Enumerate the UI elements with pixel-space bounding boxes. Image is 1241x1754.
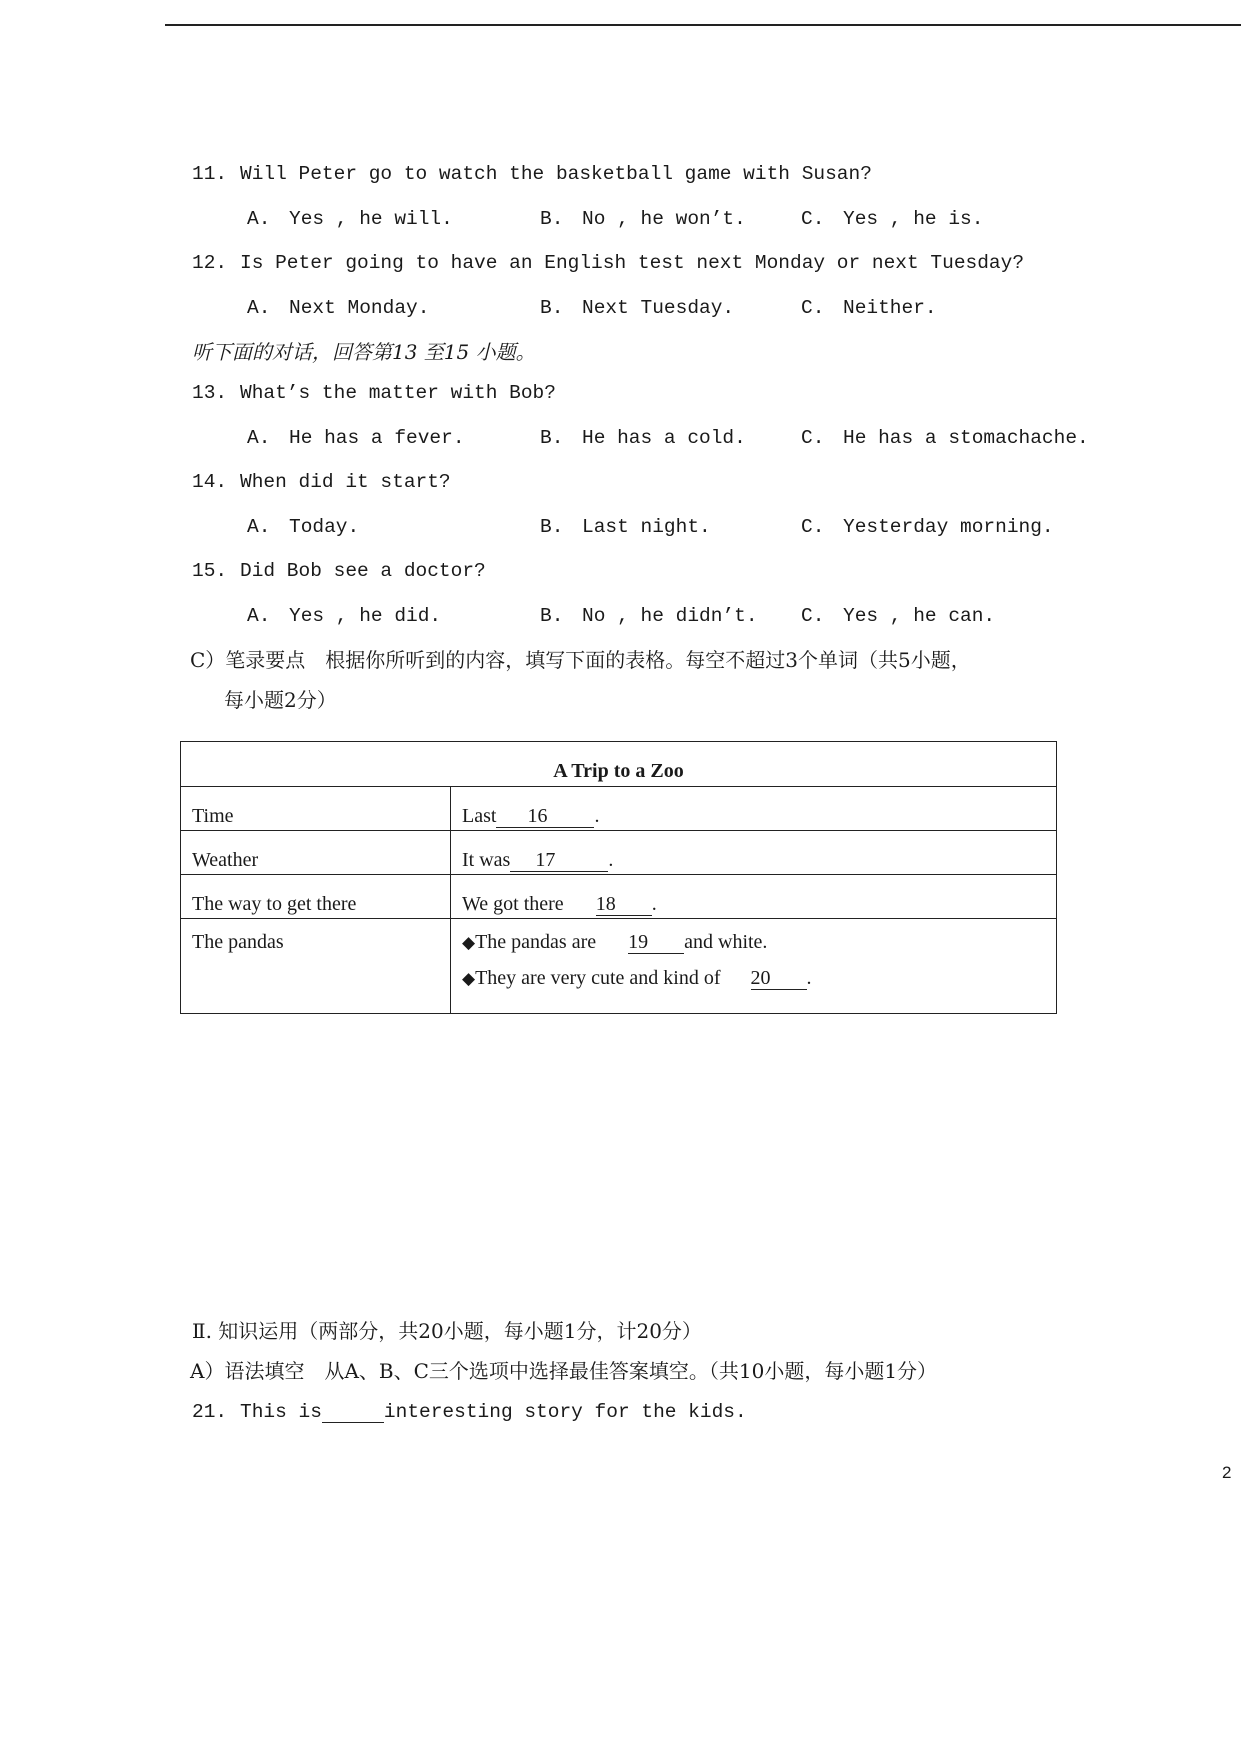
option-14c[interactable]: C. Yesterday morning. [801, 516, 1054, 538]
question-text: Will Peter go to watch the basketball game with Susan? [240, 163, 872, 185]
option-11b[interactable]: B. No , he won’t. [540, 208, 746, 230]
option-11a[interactable]: A. Yes , he will. [247, 208, 453, 230]
option-12c[interactable]: C. Neither. [801, 297, 937, 319]
question-number: 15. [192, 560, 228, 582]
option-13b[interactable]: B. He has a cold. [540, 427, 746, 449]
row-label: Weather [181, 831, 451, 875]
option-12a[interactable]: A. Next Monday. [247, 297, 430, 319]
row-label: The pandas [181, 919, 451, 1014]
question-15 [192, 560, 486, 582]
zoo-trip-table [180, 741, 1057, 1014]
question-text: What’s the matter with Bob? [240, 382, 556, 404]
row-label: Time [181, 787, 451, 831]
table-row [181, 875, 1057, 919]
question-11 [192, 163, 872, 185]
instruction-13-15: 听下面的对话，回答第13 至15 小题。 [192, 340, 536, 364]
row-label: The way to get there [181, 875, 451, 919]
question-text: When did it start? [240, 471, 451, 493]
question-number: 12. [192, 252, 228, 274]
question-14 [192, 471, 451, 493]
question-21: 21. This is interesting story for the kids. [192, 1401, 747, 1423]
row-content: Last 16 . [451, 787, 1057, 831]
page-number: 2 [1222, 1463, 1232, 1482]
row-content: It was 17 . [451, 831, 1057, 875]
bullet-icon: ◆ [462, 969, 476, 989]
bullet-icon: ◆ [462, 933, 476, 953]
option-13a[interactable]: A. He has a fever. [247, 427, 465, 449]
question-text: Did Bob see a doctor? [240, 560, 486, 582]
blank-20[interactable]: 20 [751, 968, 807, 990]
blank-19[interactable]: 19 [628, 932, 684, 954]
blank-21[interactable] [322, 1402, 384, 1423]
pandas-line-1: ◆The pandas are 19 and white. [462, 931, 768, 953]
blank-17[interactable]: 17 [510, 850, 608, 872]
question-number: 13. [192, 382, 228, 404]
section-c-instruction: C）笔录要点 根据你所听到的内容，填写下面的表格。每空不超过3个单词（共5小题， [190, 648, 971, 672]
option-14b[interactable]: B. Last night. [540, 516, 711, 538]
section-ii-heading: Ⅱ. 知识运用（两部分，共20小题，每小题1分，计20分） [192, 1319, 702, 1343]
table-row [181, 831, 1057, 875]
question-text: Is Peter going to have an English test next Monday or next Tuesday? [240, 252, 1025, 274]
pandas-line-2: ◆They are very cute and kind of 20 . [462, 967, 812, 989]
row-content: We got there 18 . [451, 875, 1057, 919]
question-13 [192, 382, 556, 404]
question-number: 11. [192, 163, 228, 185]
question-number: 21. [192, 1401, 228, 1423]
option-13c[interactable]: C. He has a stomachache. [801, 427, 1089, 449]
table-title: A Trip to a Zoo [181, 742, 1057, 787]
option-14a[interactable]: A. Today. [247, 516, 360, 538]
blank-16[interactable]: 16 [496, 806, 594, 828]
option-15c[interactable]: C. Yes , he can. [801, 605, 996, 627]
question-number: 14. [192, 471, 228, 493]
table-row [181, 919, 1057, 1014]
section-a-instruction: A）语法填空 从A、B、C三个选项中选择最佳答案填空。（共10小题，每小题1分） [190, 1359, 938, 1383]
question-12 [192, 252, 1024, 274]
option-15a[interactable]: A. Yes , he did. [247, 605, 442, 627]
option-12b[interactable]: B. Next Tuesday. [540, 297, 735, 319]
row-content [451, 919, 1057, 1014]
header-rule [165, 24, 1241, 26]
table-row [181, 787, 1057, 831]
option-11c[interactable]: C. Yes , he is. [801, 208, 984, 230]
blank-18[interactable]: 18 [596, 894, 652, 916]
section-c-instruction-cont: 每小题2分） [224, 688, 337, 712]
option-15b[interactable]: B. No , he didn’t. [540, 605, 758, 627]
